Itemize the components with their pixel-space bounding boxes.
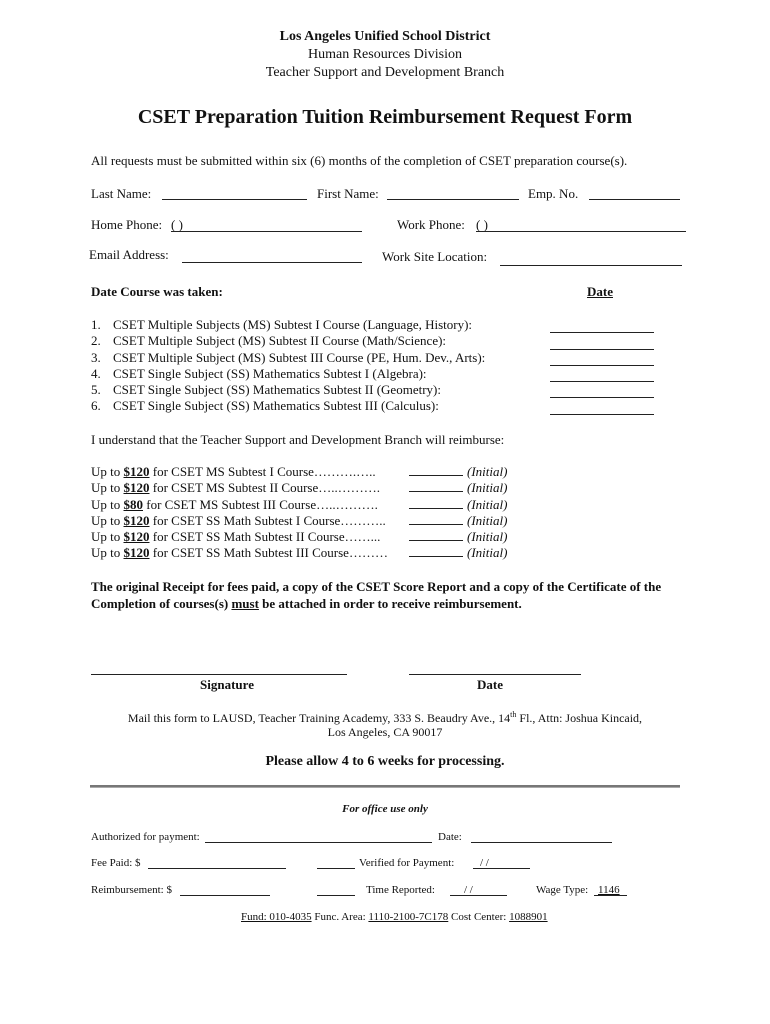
course-date-field[interactable]: [550, 366, 654, 382]
time-reported-check-field[interactable]: [317, 895, 355, 896]
first-name-field[interactable]: [387, 199, 519, 200]
verified-date-field[interactable]: [473, 868, 530, 869]
office-date-field[interactable]: [471, 842, 612, 843]
emp-no-field[interactable]: [589, 199, 680, 200]
signature-date-label: Date: [477, 677, 503, 692]
work-phone-field[interactable]: [476, 231, 686, 232]
list-item: 3. CSET Multiple Subject (MS) Subtest III Course (PE, Hum. Dev., Arts):: [91, 349, 486, 365]
mail-instructions-line2: Los Angeles, CA 90017: [327, 725, 443, 739]
signature-label: Signature: [200, 677, 254, 692]
initial-field[interactable]: [409, 545, 463, 557]
time-reported-field[interactable]: [450, 895, 507, 896]
office-use-heading: For office use only: [342, 803, 428, 815]
verified-label: Verified for Payment:: [359, 857, 455, 869]
time-reported-slashes: / /: [464, 884, 473, 896]
branch-name: Teacher Support and Development Branch: [265, 65, 505, 80]
fund-line: Fund: 010-4035 Func. Area: 1110-2100-7C178 Cost Center: 1088901: [241, 911, 548, 923]
signature-date-field[interactable]: [409, 674, 581, 675]
date-column-heading: Date: [587, 284, 613, 299]
time-reported-label: Time Reported:: [366, 884, 435, 896]
district-name: Los Angeles Unified School District: [279, 29, 491, 44]
understand-text: I understand that the Teacher Support and Development Branch will reimburse:: [91, 432, 505, 447]
intro-text: All requests must be submitted within six (6) months of the completion of CSET preparation course(s).: [91, 153, 628, 168]
office-date-label: Date:: [438, 831, 462, 843]
reimbursement-field[interactable]: [180, 895, 270, 896]
emp-no-label: Emp. No.: [528, 186, 579, 201]
course-date-field[interactable]: [550, 350, 654, 366]
course-date-heading: Date Course was taken:: [91, 284, 223, 299]
form-title: CSET Preparation Tuition Reimbursement Request Form: [137, 106, 633, 128]
email-field[interactable]: [182, 262, 362, 263]
list-item: Up to $120 for CSET MS Subtest II Course…..………. (Initial): [91, 480, 508, 496]
course-date-field[interactable]: [550, 317, 654, 333]
list-item: 5. CSET Single Subject (SS) Mathematics Subtest II (Geometry):: [91, 382, 441, 398]
work-site-label: Work Site Location:: [382, 249, 488, 264]
verified-check-field[interactable]: [317, 868, 355, 869]
fee-paid-label: Fee Paid: $: [91, 857, 141, 869]
wage-type-value: 1146: [598, 884, 620, 896]
work-phone-paren: ( ): [476, 217, 488, 232]
processing-notice: Please allow 4 to 6 weeks for processing.: [265, 754, 505, 769]
home-phone-paren: ( ): [171, 217, 183, 232]
last-name-field[interactable]: [162, 199, 307, 200]
course-list: [91, 317, 485, 415]
attachment-notice: The original Receipt for fees paid, a copy of the CSET Score Report and a copy of the Certificate of the Completion of courses(s) must be attached in order to receive reimbursement.: [91, 579, 662, 611]
course-date-fields: [550, 317, 654, 415]
home-phone-field[interactable]: [171, 231, 362, 232]
first-name-label: First Name:: [317, 186, 379, 201]
initial-field[interactable]: [409, 513, 463, 525]
work-phone-label: Work Phone:: [397, 217, 465, 232]
list-item: 4. CSET Single Subject (SS) Mathematics Subtest I (Algebra):: [91, 365, 427, 381]
list-item: Up to $80 for CSET MS Subtest III Course…..………. (Initial): [91, 496, 508, 512]
reimbursement-list: [91, 464, 507, 562]
course-date-field[interactable]: [550, 382, 654, 398]
reimbursement-label: Reimbursement: $: [91, 884, 172, 896]
email-label: Email Address:: [89, 247, 169, 262]
verified-date-slashes: / /: [480, 857, 489, 869]
wage-type-label: Wage Type:: [536, 884, 589, 896]
course-date-field[interactable]: [550, 333, 654, 349]
wage-type-underline: [594, 895, 627, 896]
office-divider: [90, 785, 680, 788]
list-item: 2. CSET Multiple Subject (MS) Subtest II Course (Math/Science):: [91, 333, 447, 349]
list-item: Up to $120 for CSET MS Subtest I Course……….….. (Initial): [91, 464, 508, 479]
list-item: 6. CSET Single Subject (SS) Mathematics Subtest III (Calculus):: [91, 398, 439, 414]
list-item: Up to $120 for CSET SS Math Subtest III Course……… (Initial): [91, 545, 508, 561]
division-name: Human Resources Division: [308, 47, 462, 62]
mail-instructions-line1: Mail this form to LAUSD, Teacher Training Academy, 333 S. Beaudry Ave., 14th Fl., Attn: Joshua Kincaid,: [127, 710, 643, 725]
course-date-field[interactable]: [550, 398, 654, 414]
signature-field[interactable]: [91, 674, 347, 675]
list-item: Up to $120 for CSET SS Math Subtest II Course……... (Initial): [91, 529, 508, 545]
initial-field[interactable]: [409, 480, 463, 492]
initial-field[interactable]: [409, 497, 463, 509]
initial-field[interactable]: [409, 464, 463, 476]
list-item: 1. CSET Multiple Subjects (MS) Subtest I Course (Language, History):: [91, 317, 473, 332]
authorized-field[interactable]: [205, 842, 432, 843]
authorized-label: Authorized for payment:: [91, 831, 200, 843]
list-item: Up to $120 for CSET SS Math Subtest I Course……….. (Initial): [91, 512, 508, 528]
last-name-label: Last Name:: [91, 186, 152, 201]
home-phone-label: Home Phone:: [91, 217, 163, 232]
work-site-field[interactable]: [500, 265, 682, 266]
fee-paid-field[interactable]: [148, 868, 286, 869]
initial-field[interactable]: [409, 529, 463, 541]
